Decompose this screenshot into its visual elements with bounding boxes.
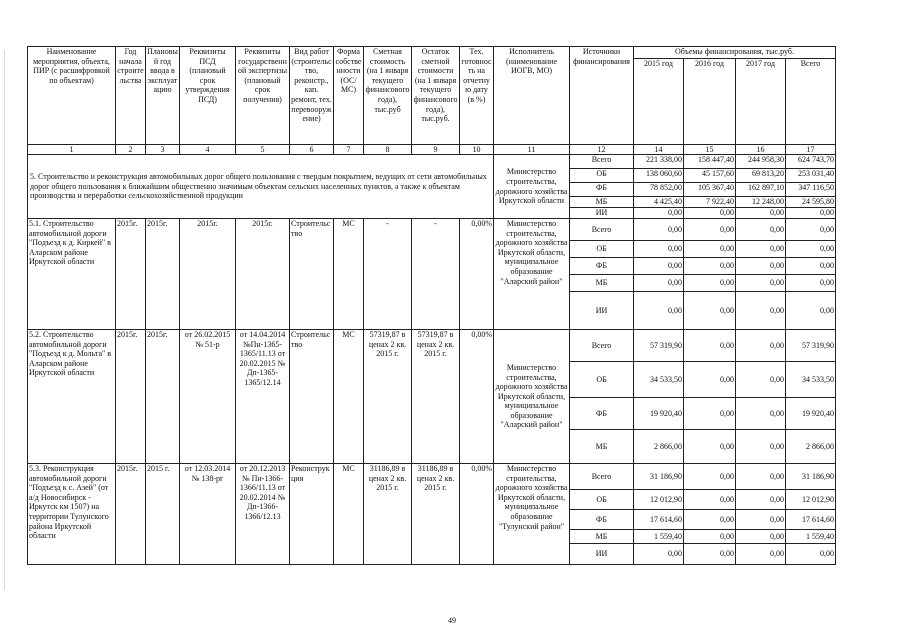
header-2015: 2015 год (634, 59, 684, 145)
scan-edge-line (4, 50, 11, 590)
value-2015: 2 866,00 (634, 430, 684, 464)
object-readiness: 0,00% (460, 464, 494, 565)
object-remaining-cost: 31186,89 в ценах 2 кв. 2015 г. (412, 464, 460, 565)
header-work-type: Вид работ (строительство, реконстр., кап. ремонт, тех. перевооружение) (290, 47, 334, 145)
value-2017: 0,00 (736, 464, 786, 490)
object-readiness: 0,00% (460, 219, 494, 330)
value-2016: 0,00 (684, 464, 736, 490)
header-executor: Исполнитель (наименование ИОГВ, МО) (494, 47, 570, 145)
col-number: 4 (180, 145, 236, 155)
financing-table (27, 46, 836, 565)
header-name: Наименование мероприятия, объекта, ПИР (с расшифровкой по объектам) (28, 47, 116, 145)
col-number: 7 (334, 145, 364, 155)
value-total: 347 116,50 (786, 183, 836, 197)
object-remaining-cost: 57319,87 в ценах 2 кв. 2015 г. (412, 330, 460, 464)
source-cell: ИИ (570, 208, 634, 219)
object-psd: от 26.02.2015 № 51-р (180, 330, 236, 464)
value-2015: 0,00 (634, 292, 684, 330)
value-total: 0,00 (786, 292, 836, 330)
object-name: 5.3. Реконструкция автомобильной дороги "Подъезд к с. Азей" (от а/д Новосибирск - Иркутск км 1507) на территории Тулунского района Иркутской области (28, 464, 116, 565)
source-cell: МБ (570, 197, 634, 208)
value-2015: 19 920,40 (634, 398, 684, 430)
value-2016: 0,00 (684, 275, 736, 292)
value-2017: 0,00 (736, 362, 786, 398)
col-number: 14 (634, 145, 684, 155)
object-estimated-cost: 31186,89 в ценах 2 кв. 2015 г. (364, 464, 412, 565)
source-cell: МБ (570, 530, 634, 544)
value-2016: 0,00 (684, 330, 736, 362)
source-cell: Всего (570, 464, 634, 490)
source-cell: ФБ (570, 510, 634, 530)
value-2016: 158 447,40 (684, 155, 736, 169)
value-2017: 0,00 (736, 258, 786, 275)
source-cell: ОБ (570, 490, 634, 510)
value-total: 34 533,50 (786, 362, 836, 398)
object-estimated-cost: - (364, 219, 412, 330)
header-remaining-cost: Остаток сметной стоимости (на 1 января текущего финансового года), тыс.руб. (412, 47, 460, 145)
value-2015: 0,00 (634, 258, 684, 275)
object-expertise: 2015г. (236, 219, 290, 330)
object-ownership: МС (334, 464, 364, 565)
col-number: 16 (736, 145, 786, 155)
value-2017: 0,00 (736, 292, 786, 330)
value-2016: 0,00 (684, 258, 736, 275)
value-2016: 0,00 (684, 490, 736, 510)
section-executor: Министерство строительства, дорожного хозяйства Иркутской области (494, 155, 570, 219)
value-2015: 0,00 (634, 544, 684, 565)
header-2016: 2016 год (684, 59, 736, 145)
value-2017: 0,00 (736, 208, 786, 219)
object-psd: 2015г. (180, 219, 236, 330)
object-executor: Министерство строительства, дорожного хозяйства Иркутской области, муниципальное образование "Тулунский район" (494, 464, 570, 565)
value-2016: 0,00 (684, 430, 736, 464)
value-2017: 0,00 (736, 398, 786, 430)
header-sources: Источники финансирования (570, 47, 634, 145)
value-2017: 0,00 (736, 544, 786, 565)
header-2017: 2017 год (736, 59, 786, 145)
header-financing: Объемы финансирования, тыс.руб. (634, 47, 836, 59)
value-2017: 0,00 (736, 330, 786, 362)
col-number: 15 (684, 145, 736, 155)
value-2016: 0,00 (684, 398, 736, 430)
col-number: 5 (236, 145, 290, 155)
object-ownership: МС (334, 330, 364, 464)
value-2015: 31 186,90 (634, 464, 684, 490)
value-2017: 12 248,00 (736, 197, 786, 208)
source-cell: ИИ (570, 544, 634, 565)
source-cell: ОБ (570, 169, 634, 183)
value-total: 253 031,40 (786, 169, 836, 183)
value-total: 17 614,60 (786, 510, 836, 530)
header-year-start: Год начала строительства (116, 47, 146, 145)
object-work-type: Строительство (290, 330, 334, 464)
section-title: 5. Строительство и реконструкция автомобильных дорог общего пользования с твердым покрытием, ведущих от сети автомобильных дорог общего пользования к ближайшим общественно значимым объектам сельских населенных пунктов, а также к объектам производства и переработки сельскохозяйственной продукции (28, 155, 494, 219)
object-year-plan: 2015 г. (146, 464, 180, 565)
col-number: 12 (570, 145, 634, 155)
value-total: 0,00 (786, 241, 836, 258)
value-total: 57 319,90 (786, 330, 836, 362)
value-2016: 0,00 (684, 362, 736, 398)
source-cell: ФБ (570, 183, 634, 197)
source-cell: ИИ (570, 292, 634, 330)
value-2016: 0,00 (684, 530, 736, 544)
value-total: 0,00 (786, 275, 836, 292)
value-2017: 0,00 (736, 241, 786, 258)
col-number: 2 (116, 145, 146, 155)
object-work-type: Строительство (290, 219, 334, 330)
value-2015: 0,00 (634, 275, 684, 292)
value-2016: 0,00 (684, 219, 736, 241)
value-2015: 0,00 (634, 208, 684, 219)
object-expertise: от 20.12.2013 № Пн-1366-1366/11.13 от 20.02.2014 № Дп-1366-1366/12.13 (236, 464, 290, 565)
object-year-start: 2015г. (116, 219, 146, 330)
value-2015: 4 425,40 (634, 197, 684, 208)
value-2016: 7 922,40 (684, 197, 736, 208)
value-2015: 1 559,40 (634, 530, 684, 544)
value-2015: 17 614,60 (634, 510, 684, 530)
source-cell: ФБ (570, 398, 634, 430)
object-ownership: МС (334, 219, 364, 330)
col-number: 10 (460, 145, 494, 155)
value-total: 2 866,00 (786, 430, 836, 464)
header-ownership: Форма собственности (ОС/МС) (334, 47, 364, 145)
value-total: 19 920,40 (786, 398, 836, 430)
header-readiness: Тех. готовность на отчетную дату (в %) (460, 47, 494, 145)
header-estimated-cost: Сметная стоимость (на 1 января текущего финансового года), тыс.руб (364, 47, 412, 145)
financing-table-sheet (27, 46, 835, 565)
col-number: 17 (786, 145, 836, 155)
object-expertise: от 14.04.2014 №Пн-1365-1365/11.13 от 20.02.2015 № Дп-1365-1365/12.14 (236, 330, 290, 464)
value-total: 24 595,80 (786, 197, 836, 208)
value-2017: 0,00 (736, 510, 786, 530)
source-cell: Всего (570, 330, 634, 362)
source-cell: МБ (570, 275, 634, 292)
value-2015: 0,00 (634, 241, 684, 258)
value-total: 0,00 (786, 544, 836, 565)
object-year-start: 2015г. (116, 464, 146, 565)
value-2017: 244 958,30 (736, 155, 786, 169)
value-total: 0,00 (786, 208, 836, 219)
col-number: 6 (290, 145, 334, 155)
value-total: 0,00 (786, 258, 836, 275)
value-2015: 34 533,50 (634, 362, 684, 398)
col-number: 8 (364, 145, 412, 155)
value-2015: 138 060,60 (634, 169, 684, 183)
value-2016: 45 157,60 (684, 169, 736, 183)
object-executor: Министерство строительства, дорожного хозяйства Иркутской области, муниципальное образование "Аларский район" (494, 330, 570, 464)
value-total: 1 559,40 (786, 530, 836, 544)
value-2015: 57 319,90 (634, 330, 684, 362)
col-number: 3 (146, 145, 180, 155)
object-year-start: 2015г. (116, 330, 146, 464)
header-year-plan: Плановый год ввода в эксплуатацию (146, 47, 180, 145)
value-2017: 0,00 (736, 430, 786, 464)
value-2017: 0,00 (736, 219, 786, 241)
value-2015: 221 338,00 (634, 155, 684, 169)
value-2017: 0,00 (736, 530, 786, 544)
value-2017: 69 813,20 (736, 169, 786, 183)
col-number: 9 (412, 145, 460, 155)
object-name: 5.2. Строительство автомобильной дороги "Подъезд к д. Мольта" в Аларском районе Иркутской области (28, 330, 116, 464)
object-readiness: 0,00% (460, 330, 494, 464)
value-2017: 162 897,10 (736, 183, 786, 197)
source-cell: Всего (570, 219, 634, 241)
source-cell: ФБ (570, 258, 634, 275)
col-number: 1 (28, 145, 116, 155)
page-number: 49 (448, 616, 456, 625)
header-total: Всего (786, 59, 836, 145)
value-total: 12 012,90 (786, 490, 836, 510)
value-2016: 105 367,40 (684, 183, 736, 197)
value-total: 624 743,70 (786, 155, 836, 169)
source-cell: ОБ (570, 241, 634, 258)
col-number: 11 (494, 145, 570, 155)
value-total: 0,00 (786, 219, 836, 241)
object-remaining-cost: - (412, 219, 460, 330)
source-cell: Всего (570, 155, 634, 169)
object-name: 5.1. Строительство автомобильной дороги "Подъезд к д. Киркей" в Аларском районе Иркутской области (28, 219, 116, 330)
value-2015: 78 852,00 (634, 183, 684, 197)
object-estimated-cost: 57319,87 в ценах 2 кв. 2015 г. (364, 330, 412, 464)
object-year-plan: 2015г. (146, 330, 180, 464)
value-total: 31 186,90 (786, 464, 836, 490)
value-2016: 0,00 (684, 208, 736, 219)
object-year-plan: 2015г. (146, 219, 180, 330)
value-2016: 0,00 (684, 241, 736, 258)
value-2017: 0,00 (736, 490, 786, 510)
object-work-type: Реконструкция (290, 464, 334, 565)
value-2017: 0,00 (736, 275, 786, 292)
header-expertise: Реквизиты государственной экспертизы (плановый срок получения) (236, 47, 290, 145)
source-cell: МБ (570, 430, 634, 464)
object-executor: Министерство строительства, дорожного хозяйства Иркутской области, муниципальное образование "Аларский район" (494, 219, 570, 330)
value-2015: 0,00 (634, 219, 684, 241)
value-2016: 0,00 (684, 544, 736, 565)
value-2015: 12 012,90 (634, 490, 684, 510)
source-cell: ОБ (570, 362, 634, 398)
header-psd: Реквизиты ПСД (плановый срок утверждения ПСД) (180, 47, 236, 145)
object-psd: от 12.03.2014 № 138-рг (180, 464, 236, 565)
value-2016: 0,00 (684, 510, 736, 530)
value-2016: 0,00 (684, 292, 736, 330)
